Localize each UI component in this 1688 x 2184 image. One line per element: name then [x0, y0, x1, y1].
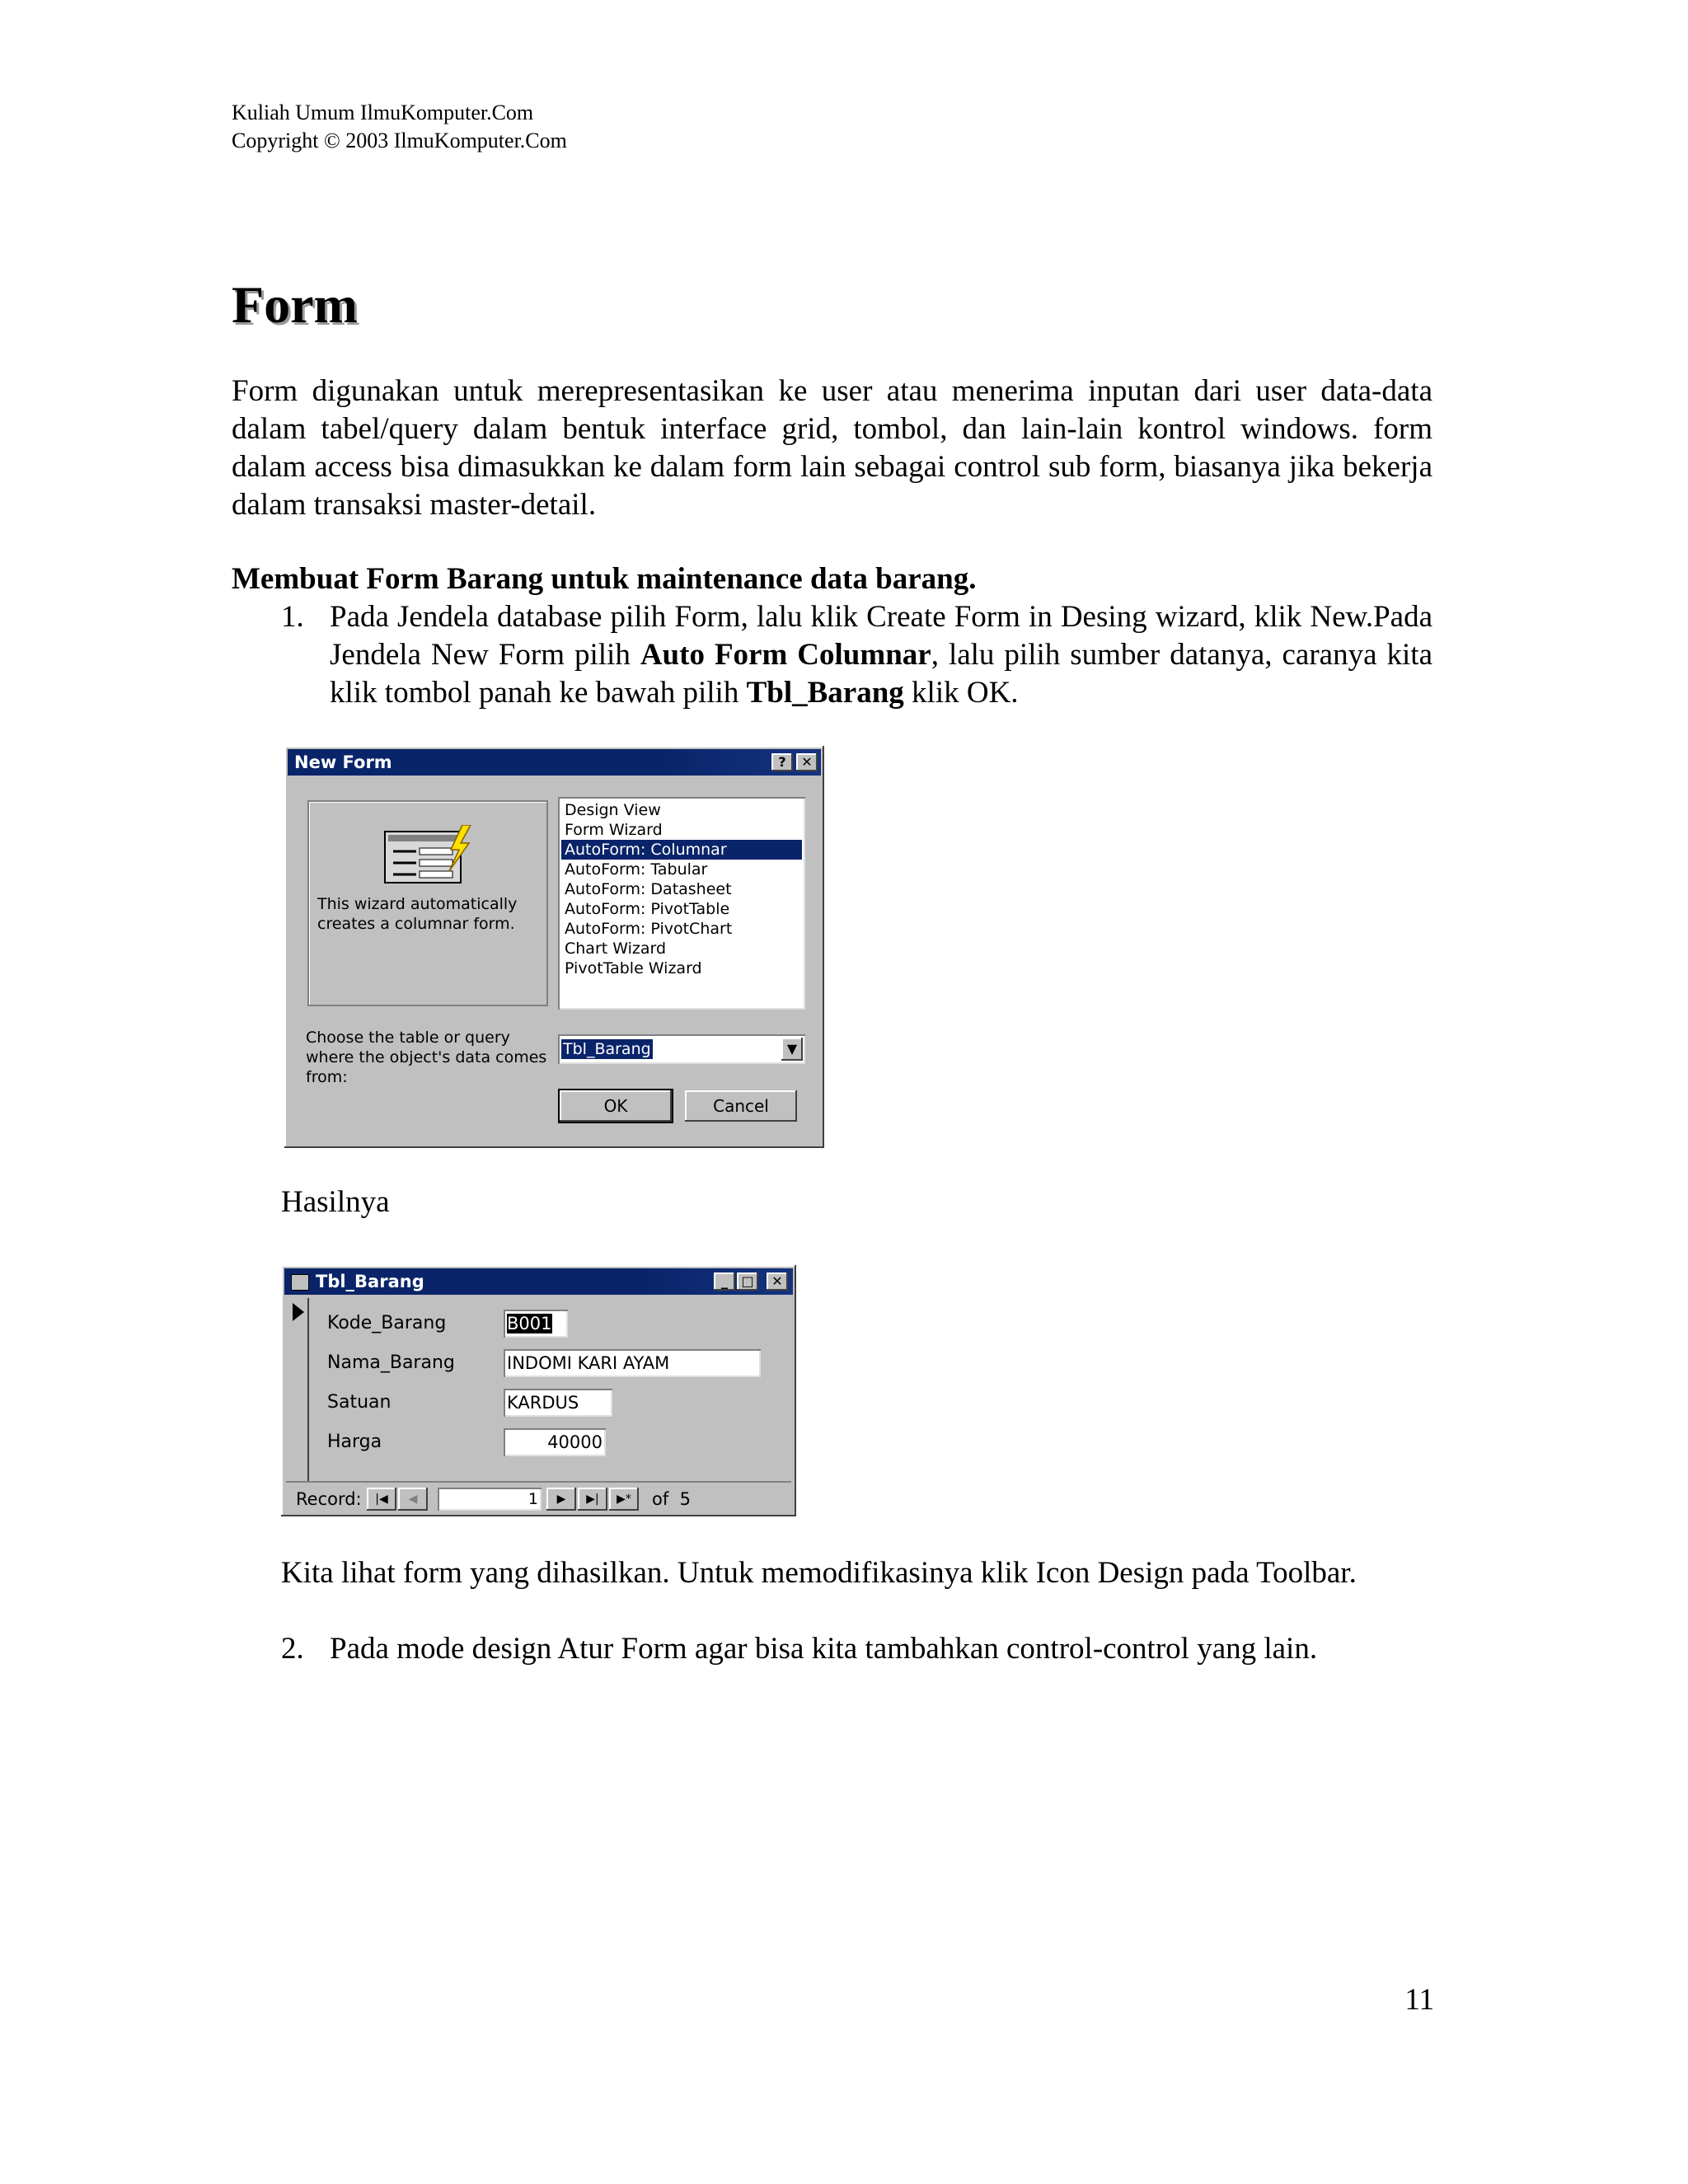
step-1-number: 1.: [281, 600, 304, 634]
new-form-dialog: [284, 746, 824, 1148]
form-type-option[interactable]: AutoForm: Tabular: [565, 860, 708, 879]
window-close-button[interactable]: ✕: [767, 1272, 788, 1291]
field-label-nama: Nama_Barang: [327, 1352, 455, 1373]
wizard-form-icon: [383, 825, 474, 888]
cancel-button[interactable]: Cancel: [685, 1090, 797, 1122]
form-type-option[interactable]: AutoForm: Columnar: [561, 840, 802, 860]
step-2-number: 2.: [281, 1632, 304, 1666]
current-record-arrow-icon: [293, 1303, 304, 1321]
prev-record-button[interactable]: ◀: [398, 1488, 428, 1511]
chevron-down-icon[interactable]: ▼: [781, 1038, 803, 1061]
tbl-barang-titlebar: [284, 1268, 793, 1295]
step-1-text-a: Pada Jendela database pilih Form, lalu klik Create Form in Desing wizard, klik New.Pada Jendela New Form pilih: [330, 600, 1432, 672]
wizard-description: This wizard automatically creates a columnar form.: [317, 895, 518, 933]
record-selector[interactable]: [288, 1298, 309, 1481]
form-type-option[interactable]: AutoForm: Datasheet: [565, 880, 732, 898]
form-type-option[interactable]: Form Wizard: [565, 821, 663, 839]
field-kode-barang[interactable]: [504, 1310, 568, 1338]
field-kode-value: B001: [507, 1314, 552, 1333]
form-type-listbox[interactable]: [558, 797, 805, 1010]
ok-button[interactable]: OK: [560, 1090, 672, 1122]
form-type-option[interactable]: AutoForm: PivotChart: [565, 920, 733, 938]
field-nama-barang[interactable]: INDOMI KARI AYAM: [504, 1349, 761, 1377]
step-1-bold-a: Auto Form Columnar: [640, 638, 931, 672]
field-label-harga: Harga: [327, 1432, 382, 1452]
nav-controls: [367, 1488, 861, 1511]
next-record-button[interactable]: ▶: [546, 1488, 576, 1511]
source-combobox[interactable]: [558, 1034, 805, 1064]
source-value: Tbl_Barang: [563, 1040, 651, 1058]
form-type-option[interactable]: AutoForm: PivotTable: [565, 900, 730, 918]
minimize-button[interactable]: _: [714, 1272, 735, 1291]
wizard-description-panel: [307, 800, 548, 1006]
page-title: Form: [232, 275, 358, 334]
field-label-satuan: Satuan: [327, 1392, 392, 1413]
step-1-text-c: klik OK.: [903, 676, 1019, 710]
record-navigation-bar: [286, 1481, 791, 1511]
field-label-kode: Kode_Barang: [327, 1313, 447, 1333]
source-label: Choose the table or query where the object's data comes from:: [306, 1029, 547, 1086]
form-type-option[interactable]: Design View: [565, 801, 661, 819]
dialog-close-button[interactable]: ✕: [796, 753, 818, 771]
form-type-option[interactable]: Chart Wizard: [565, 940, 667, 958]
form-type-options: [561, 800, 802, 978]
new-record-button[interactable]: ▶*: [609, 1488, 639, 1511]
new-form-titlebar: [288, 749, 821, 776]
first-record-button[interactable]: |◀: [367, 1488, 396, 1511]
record-total: of 5: [652, 1489, 691, 1509]
form-window-icon: [291, 1274, 309, 1291]
field-harga[interactable]: 40000: [504, 1428, 606, 1456]
step-1-text-b: , lalu pilih sumber datanya, caranya kita klik tombol panah ke bawah pilih: [330, 638, 1432, 710]
new-form-title: New Form: [294, 752, 392, 772]
result-label: Hasilnya: [281, 1185, 390, 1219]
step-2-text: Pada mode design Atur Form agar bisa kita tambahkan control-control yang lain.: [330, 1632, 1318, 1666]
step-1-bold-b: Tbl_Barang: [746, 676, 904, 710]
after-result-text: Kita lihat form yang dihasilkan. Untuk memodifikasinya klik Icon Design pada Toolbar.: [281, 1556, 1357, 1590]
field-satuan[interactable]: KARDUS: [504, 1389, 612, 1417]
page-number: 11: [1404, 1983, 1434, 2017]
form-type-option[interactable]: PivotTable Wizard: [565, 959, 702, 977]
record-number-field[interactable]: 1: [438, 1488, 542, 1511]
header-copyright: Copyright © 2003 IlmuKomputer.Com: [232, 129, 567, 152]
step-1-text: [330, 598, 1432, 712]
section-heading: Membuat Form Barang untuk maintenance data barang.: [232, 562, 977, 596]
tbl-barang-window: [281, 1265, 796, 1516]
header-course: Kuliah Umum IlmuKomputer.Com: [232, 101, 534, 124]
maximize-button[interactable]: □: [737, 1272, 758, 1291]
tbl-barang-title: Tbl_Barang: [316, 1272, 424, 1291]
intro-paragraph: Form digunakan untuk merepresentasikan ke user atau menerima inputan dari user data-data dalam tabel/query dalam bentuk interface grid, tombol, dan lain-lain kontrol windows. form dalam access bisa dimasukkan ke dalam form lain sebagai control sub form, biasanya jika bekerja dalam transaksi master-detail.: [232, 374, 1432, 522]
help-button[interactable]: ?: [771, 753, 793, 771]
last-record-button[interactable]: ▶|: [578, 1488, 607, 1511]
record-label: Record:: [296, 1489, 362, 1509]
